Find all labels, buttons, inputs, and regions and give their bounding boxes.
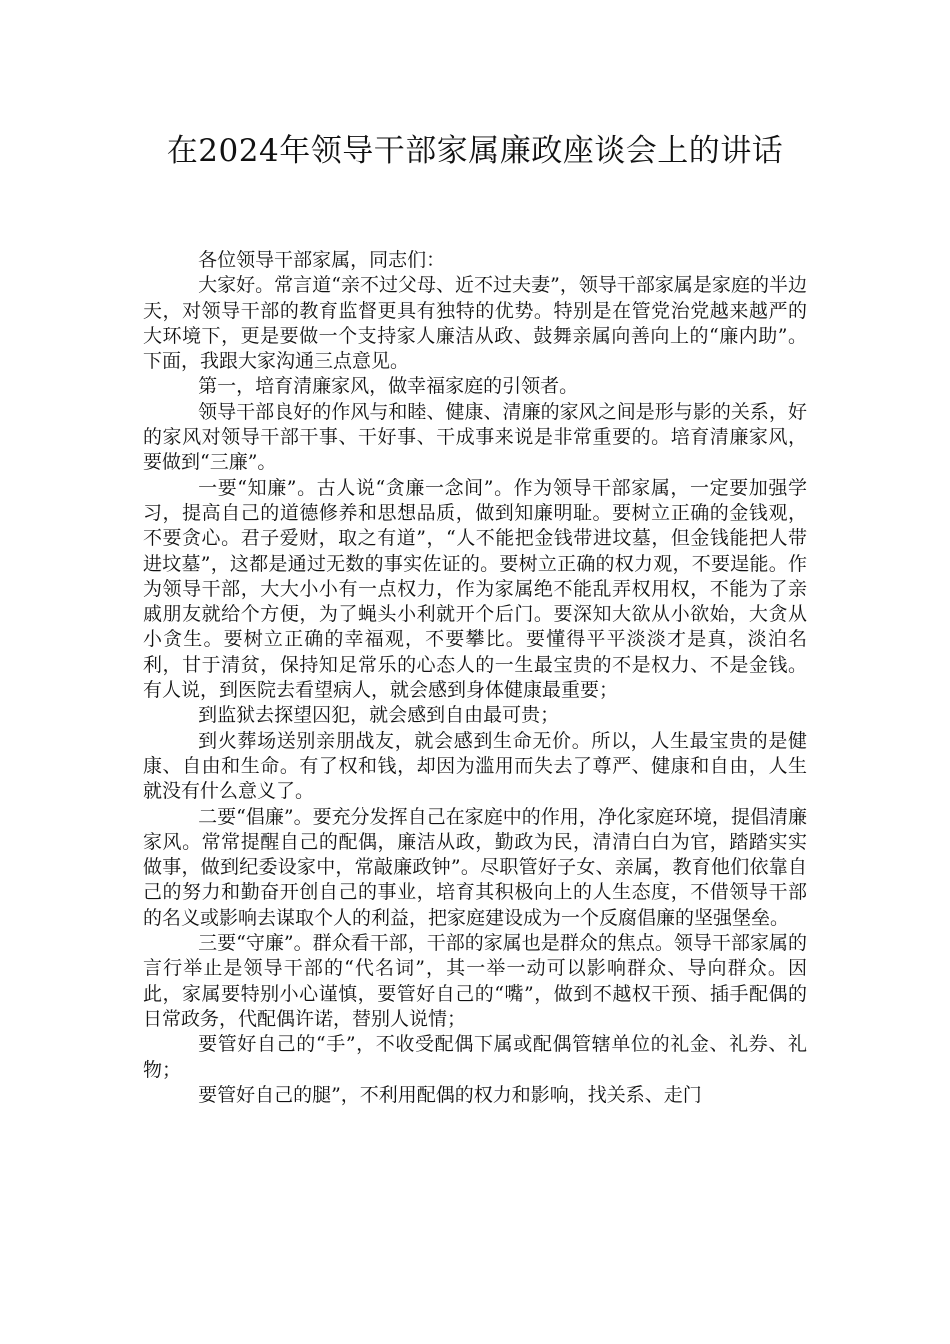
body-paragraph: 要管好自己的“手”，不收受配偶下属或配偶管辖单位的礼金、礼券、礼物；	[143, 1033, 807, 1081]
opening-paragraph: 大家好。常言道“亲不过父母、近不过夫妻”，领导干部家属是家庭的半边天，对领导干部的教育监督更具有独特的优势。特别是在管党治党越来越严的大环境下，更是要做一个支持家人廉洁从政、鼓舞亲属向善向上的“廉内助”。下面，我跟大家沟通三点意见。	[143, 274, 807, 373]
body-paragraph: 领导干部良好的作风与和睦、健康、清廉的家风之间是形与影的关系，好的家风对领导干部干事、干好事、干成事来说是非常重要的。培育清廉家风，要做到“三廉”。	[143, 400, 807, 474]
body-paragraph: 到监狱去探望囚犯，就会感到自由最可贵；	[198, 704, 560, 727]
body-paragraph-shoulian: 三要“守廉”。群众看干部，干部的家属也是群众的焦点。领导干部家属的言行举止是领导干部的“代名词”，其一举一动可以影响群众、导向群众。因此，家属要特别小心谨慎，要管好自己的“嘴”，做到不越权干预、插手配偶的日常政务，代配偶许诺，替别人说情；	[143, 932, 807, 1030]
body-paragraph: 到火葬场送别亲朋战友，就会感到生命无价。所以，人生最宝贵的是健康、自由和生命。有了权和钱，却因为滥用而失去了尊严、健康和自由，人生就没有什么意义了。	[143, 729, 807, 803]
section-heading-first: 第一，培育清廉家风，做幸福家庭的引领者。	[198, 375, 579, 398]
body-paragraph-changlian: 二要“倡廉”。要充分发挥自己在家庭中的作用，净化家庭环境，提倡清廉家风。常常提醒自己的配偶，廉洁从政，勤政为民，清清白白为官，踏踏实实做事，做到纪委设家中，常敲廉政钟”。尽职管好子女、亲属，教育他们依靠自己的努力和勤奋开创自己的事业，培育其积极向上的人生态度，不借领导干部的名义或影响去谋取个人的利益，把家庭建设成为一个反腐倡廉的坚强堡垒。	[143, 805, 807, 929]
body-paragraph-zhilian: 一要“知廉”。古人说“贪廉一念间”。作为领导干部家属，一定要加强学习，提高自己的道德修养和思想品质，做到知廉明耻。要树立正确的金钱观，不要贪心。君子爱财，取之有道”，“人不能把金钱带进坟墓，但金钱能把人带进坟墓”，这都是通过无数的事实佐证的。要树立正确的权力观，不要逞能。作为领导干部，大大小小有一点权力，作为家属绝不能乱弄权用权，不能为了亲戚朋友就给个方便，为了蝇头小利就开个后门。要深知大欲从小欲始，大贪从小贪生。要树立正确的幸福观，不要攀比。要懂得平平淡淡才是真，淡泊名利，甘于清贫，保持知足常乐的心态人的一生最宝贵的不是权力、不是金钱。有人说，到医院去看望病人，就会感到身体健康最重要；	[143, 476, 807, 702]
body-paragraph: 要管好自己的腿”，不利用配偶的权力和影响，找关系、走门	[198, 1083, 702, 1106]
document-title: 在2024年领导干部家属廉政座谈会上的讲话	[166, 133, 784, 169]
salutation-paragraph: 各位领导干部家属，同志们：	[198, 249, 446, 271]
document-body	[143, 248, 807, 1108]
